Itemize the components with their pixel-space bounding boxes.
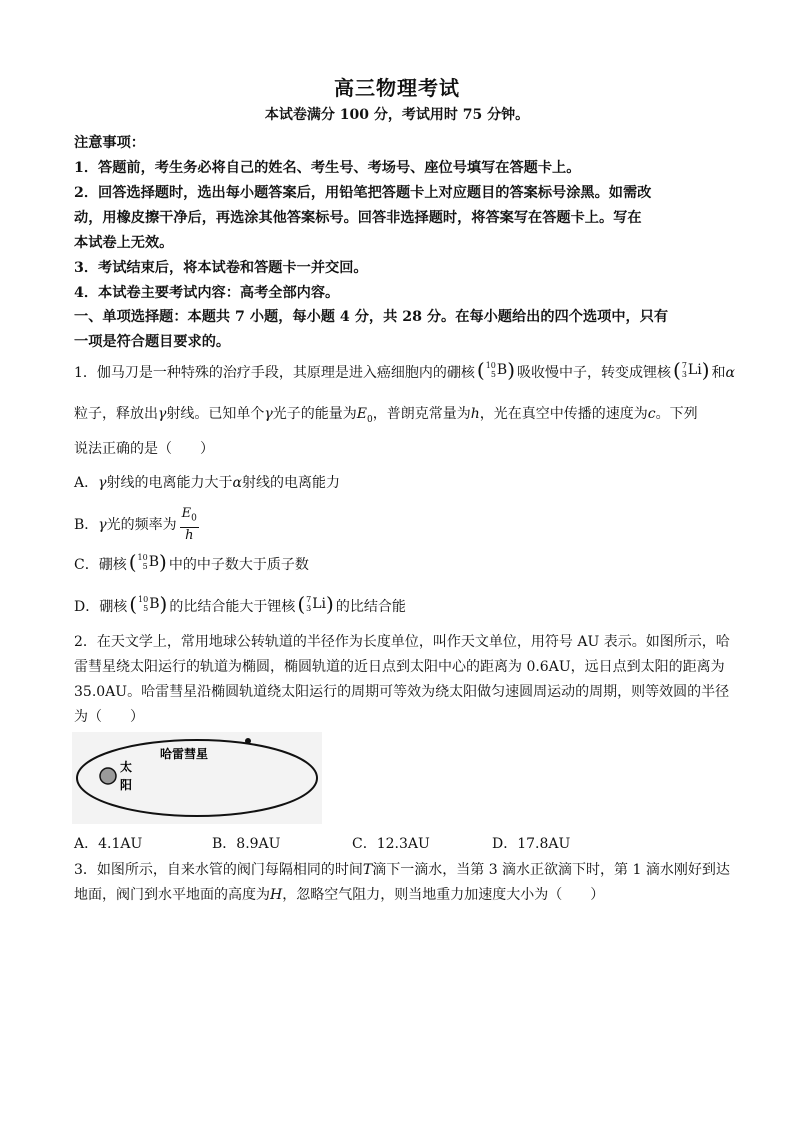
note-line: 动，用橡皮擦干净后，再选涂其他答案标号。回答非选择题时，将答案写在答题卡上。写在: [74, 210, 642, 226]
comet-label: 哈雷彗星: [160, 747, 209, 761]
note-line: 2．回答选择题时，选出每小题答案后，用铅笔把答题卡上对应题目的答案标号涂黑。如需改: [74, 185, 652, 201]
q1-stem-line3: 说法正确的是（ ）: [74, 441, 214, 457]
page-subtitle: 本试卷满分 100 分，考试用时 75 分钟。: [264, 107, 530, 123]
q2-stem-line: 雷彗星绕太阳运行的轨道为椭圆，椭圆轨道的近日点到太阳中心的距离为 0.6AU，远日点到太阳的距离为: [74, 659, 725, 675]
q2-choice-b: B．8.9AU: [212, 836, 281, 852]
page-title: 高三物理考试: [334, 76, 460, 100]
boron-nuclide: ( 10 5 B ): [476, 358, 516, 382]
q1-option-a: A．γ射线的电离能力大于α射线的电离能力: [74, 475, 340, 491]
lithium-nuclide: ( 7 3 Li ): [673, 358, 710, 382]
q3-stem-line2: 地面，阀门到水平地面的高度为H，忽略空气阻力，则当地重力加速度大小为（ ）: [74, 887, 605, 903]
note-line: 3．考试结束后，将本试卷和答题卡一并交回。: [74, 260, 368, 276]
q1-option-d: D．硼核 ( 10 5 B ) 的比结合能大于锂核 ( 7 3 Li ) 的比结合能: [74, 592, 406, 616]
section-heading: 一项是符合题目要求的。: [74, 334, 231, 350]
q2-choice-d: D．17.8AU: [492, 836, 571, 852]
q1-option-c: C．硼核 ( 10 5 B ) 中的中子数大于质子数: [74, 550, 309, 574]
sun-label: 阳: [120, 778, 133, 792]
q1-stem-line2: 粒子，释放出γ射线。已知单个γ光子的能量为$E_0$，普朗克常量为h，光在真空中传播的速度为c。下列: [74, 406, 698, 425]
q2-stem-line: 35.0AU。哈雷彗星沿椭圆轨道绕太阳运行的周期可等效为绕太阳做匀速圆周运动的周期，则等效圆的半径: [74, 684, 730, 700]
q1-stem-line1: 1．伽马刀是一种特殊的治疗手段，其原理是进入癌细胞内的硼核 ( 10 5 B ) 吸收慢中子，转变成锂核 ( 7 3 Li ) 和α: [74, 358, 735, 382]
note-line: 4．本试卷主要考试内容：高考全部内容。: [74, 285, 340, 301]
note-line: 本试卷上无效。: [74, 235, 174, 251]
notes-heading: 注意事项：: [74, 135, 145, 151]
frac-e0-over-h: $\frac{E_0}{h}$: [181, 506, 197, 543]
sun-label: 太: [120, 760, 133, 774]
halley-orbit-figure: [72, 732, 322, 824]
note-line: 1．答题前，考生务必将自己的姓名、考生号、考场号、座位号填写在答题卡上。: [74, 160, 581, 176]
q1-option-b: B．γ光的频率为 $\frac{E_0}{h}$: [74, 506, 197, 543]
comet-icon: [245, 738, 251, 744]
sun-icon: [100, 768, 116, 784]
q3-stem-line1: 3．如图所示，自来水管的阀门每隔相同的时间T滴下一滴水，当第 3 滴水正欲滴下时，第 1 滴水刚好到达: [74, 862, 730, 878]
q2-stem-line: 2．在天文学上，常用地球公转轨道的半径作为长度单位，叫作天文单位，用符号 AU 表示。如图所示，哈: [74, 634, 730, 650]
q2-stem-line: 为（ ）: [74, 709, 144, 725]
q2-choice-c: C．12.3AU: [352, 836, 430, 852]
q2-choice-a: A．4.1AU: [74, 836, 143, 852]
section-heading: 一、单项选择题：本题共 7 小题，每小题 4 分，共 28 分。在每小题给出的四个选项中，只有: [74, 309, 669, 325]
